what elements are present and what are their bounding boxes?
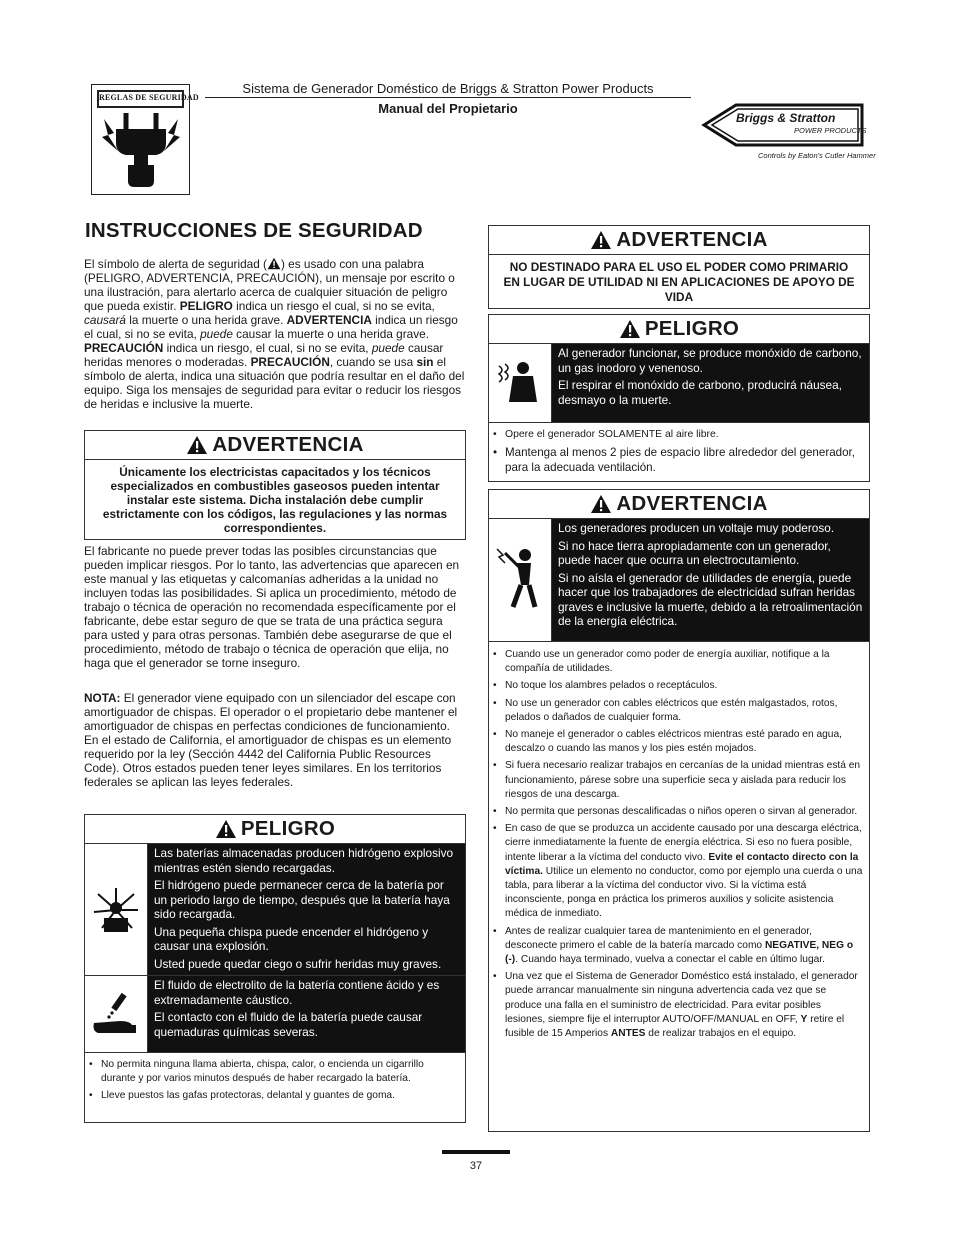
danger-header: PELIGRO xyxy=(85,815,465,844)
header-rule xyxy=(205,97,691,98)
hazard-row-electrocution xyxy=(489,519,869,642)
warning-body: Únicamente los electricistas capacitados y los técnicos especializados en combustibles gaseosos pueden intentar instalar este sistema. Dicha instalación debe cumplir estrictamente con los códigos, las regulaciones y las normas correspondientes. xyxy=(102,465,448,535)
warning-box-electricians xyxy=(84,430,466,540)
header-subtitle: Manual del Propietario xyxy=(378,101,518,116)
warning-body: NO DESTINADO PARA EL USO EL PODER COMO PRIMARIO EN LUGAR DE UTILIDAD NI EN APLICACIONES DE APOYO DE VIDA xyxy=(503,260,855,304)
toxic-fumes-icon xyxy=(489,344,552,422)
list-item: • Lleve puestos las gafas protectoras, delantal y guantes de goma. xyxy=(85,1089,457,1103)
logo-title: REGLAS DE SEGURIDAD xyxy=(97,90,184,108)
list-item: • Si fuera necesario realizar trabajos en cercanías de la unidad mientras está en funcionamiento, párese sobre una superficie seca y aislada para reducir los riesgos de una descarga. xyxy=(489,759,863,802)
list-item: • No toque los alambres pelados o receptáculos. xyxy=(489,679,863,693)
briggs-stratton-logo xyxy=(702,103,876,163)
list-item: • Opere el generador SOLAMENTE al aire libre. xyxy=(489,428,861,442)
hazard-row-acid xyxy=(85,976,465,1053)
plug-lightning-icon xyxy=(98,109,184,191)
danger-header: PELIGRO xyxy=(489,315,869,344)
page-number: 37 xyxy=(469,1160,483,1172)
note-paragraph: NOTA: El generador viene equipado con un silenciador del escape con amortiguador de chispas. El operador o el propietario debe mantener el amortiguador de chispas en perfectas condiciones de funcionamiento. En el estado de California, el amortiguador de chispas es un elemento requerido por la ley (Sección 4442 del California Public Resources Code). Otros estados pueden tener leyes similares. En los territorios federales se aplican las leyes federales. xyxy=(84,691,458,789)
warning-header: ADVERTENCIA xyxy=(489,226,869,255)
electrocution-icon xyxy=(489,519,552,641)
hazard-row-hydrogen xyxy=(85,844,465,976)
acid-burn-icon xyxy=(85,976,148,1052)
list-item: • Antes de realizar cualquier tarea de mantenimiento en el generador, desconecte primero el cable de la batería marcado como NEGATIVE, NEG o (-). Cuando haya terminado, vuelva a conectar el cable en último lugar. xyxy=(489,925,863,968)
warning-box-electrical xyxy=(488,489,870,1132)
list-item: • No use un generador con cables eléctricos que estén malgastados, rotos, pelados o dañados de cualquier forma. xyxy=(489,697,863,725)
section-title: INSTRUCCIONES DE SEGURIDAD xyxy=(85,219,423,242)
explosion-icon xyxy=(85,844,148,975)
warning-header: ADVERTENCIA xyxy=(489,490,869,519)
hazard-text-acid: El fluido de electrolito de la batería contiene ácido y es extremadamente cáustico. El contacto con el fluido de la batería puede causar quemaduras químicas severas. xyxy=(148,976,465,1052)
brand-name: Briggs & Stratton xyxy=(736,111,836,125)
warning-triangle-icon xyxy=(215,819,237,839)
danger-box-carbon-monoxide xyxy=(488,314,870,482)
footer-bar xyxy=(442,1150,510,1154)
warning-box-primary-power xyxy=(488,225,870,309)
hazard-text-hydrogen: Las baterías almacenadas producen hidrógeno explosivo mientras estén siendo recargadas. El hidrógeno puede permanecer cerca de la batería por un periodo largo de tiempo, después que la batería haya sido recargada. Una pequeña chispa puede encender el hidrógeno y causar una explosión. Usted puede quedar ciego o sufrir heridas muy graves. xyxy=(148,844,465,975)
intro-paragraph: El símbolo de alerta de seguridad ( ) es usado con una palabra (PELIGRO, ADVERTENCIA, PRECAUCIÓN), un mensaje por escrito o una ilustración, para alertarlo acerca de cualquier situación de peligro que pueda existir. PELIGRO indica un riesgo el cual, si no se evita, causará la muerte o una herida grave. ADVERTENCIA indica un riesgo el cual, si no se evita, puede causar la muerte o una herida grave. PRECAUCIÓN indica un riesgo, el cual, si no se evita, puede causar heridas menores o moderadas. PRECAUCIÓN, cuando se usa sin el símbolo de alerta, indica una situación que podría resultar en el daño del equipo. Siga los mensajes de seguridad para evitar o reducir los riesgos de heridas e inclusive la muerte. xyxy=(84,257,465,411)
electrical-safety-list xyxy=(489,642,869,1041)
warning-triangle-icon xyxy=(619,319,641,339)
brand-note: Controls by Eaton's Cutler Hammer xyxy=(758,151,876,160)
hazard-row-co xyxy=(489,344,869,423)
hazard-text-co: Al generador funcionar, se produce monóxido de carbono, un gas inodoro y venenoso. El respirar el monóxido de carbono, producirá náusea, desmayo o la muerte. xyxy=(552,344,869,422)
warning-triangle-icon xyxy=(590,494,612,514)
manufacturer-paragraph: El fabricante no puede prever todas las posibles circunstancias que pueden implicar riesgos. Por lo tanto, las advertencias que aparecen en este manual y las etiquetas y calcomanías adheridas a la unidad no incluyen todas las posibilidades. Si aplica un procedimiento, método de trabajo o técnica de operación no recomendada específicamente por el fabricante, debe estar seguro de que se trata de una práctica segura para usted y para otras personas. También debe asegurarse de que el procedimiento, método de trabajo o técnica de operación que elija, no haga que el generador se torne inseguro. xyxy=(84,544,460,670)
warning-header: ADVERTENCIA xyxy=(85,431,465,460)
warning-triangle-icon xyxy=(186,435,208,455)
briggs-stratton-diamond-icon xyxy=(702,103,872,147)
brand-sub: POWER PRODUCTS xyxy=(794,126,867,135)
co-safety-list xyxy=(489,423,869,475)
list-item: • En caso de que se produzca un accidente causado por una descarga eléctrica, cierre inmediatamente la fuente de energía eléctrica. Si eso no fuera posible, intente liberar a la víctima del conducto vivo. Evite el contacto directo con la víctima. Utilice un elemento no conductor, como por ejemplo una cuerda o una tabla, para liberar a la víctima del conductor vivo. Si la víctima está inconsciente, ponga en práctica los primeros auxilios y solicite asistencia médica de inmediato. xyxy=(489,822,863,921)
header-title: Sistema de Generador Doméstico de Briggs & Stratton Power Products xyxy=(242,81,654,96)
list-item: • Una vez que el Sistema de Generador Doméstico está instalado, el generador puede arrancar manualmente sin ninguna advertencia cada vez que se produce una falla en el suministro de electricidad. Para evitar posibles lesiones, siempre fije el interruptor AUTO/OFF/MANUAL en OFF, Y retire el fusible de 15 Amperios ANTES de realizar trabajos en el equipo. xyxy=(489,970,863,1041)
list-item: • No maneje el generador o cables eléctricos mientras esté parado en agua, descalzo o cuando las manos y los pies estén mojados. xyxy=(489,728,863,756)
hazard-text-electrocution: Los generadores producen un voltaje muy poderoso. Si no hace tierra apropiadamente con un generador, puede hacer que ocurra un electrocutamiento. Si no aísla el generador de utilidades de energía, puede hacer que los trabajadores de electricidad sufran heridas graves e inclusive la muerte, debido a la retroalimentación de la energía eléctrica. xyxy=(552,519,869,641)
list-item: • No permita ninguna llama abierta, chispa, calor, o encienda un cigarrillo durante y por varios minutos después de haber recargado la batería. xyxy=(85,1058,457,1086)
list-item: • No permita que personas descalificadas o niños operen o sirvan al generador. xyxy=(489,805,863,819)
safety-rules-logo xyxy=(91,84,199,195)
warning-triangle-icon xyxy=(590,230,612,250)
alert-symbol-icon xyxy=(267,257,281,270)
list-item: • Mantenga al menos 2 pies de espacio libre alrededor del generador, para la adecuada ventilación. xyxy=(489,445,861,475)
list-item: • Cuando use un generador como poder de energía auxiliar, notifique a la compañía de utilidades. xyxy=(489,648,863,676)
battery-safety-list xyxy=(85,1053,465,1104)
danger-box-battery xyxy=(84,814,466,1123)
